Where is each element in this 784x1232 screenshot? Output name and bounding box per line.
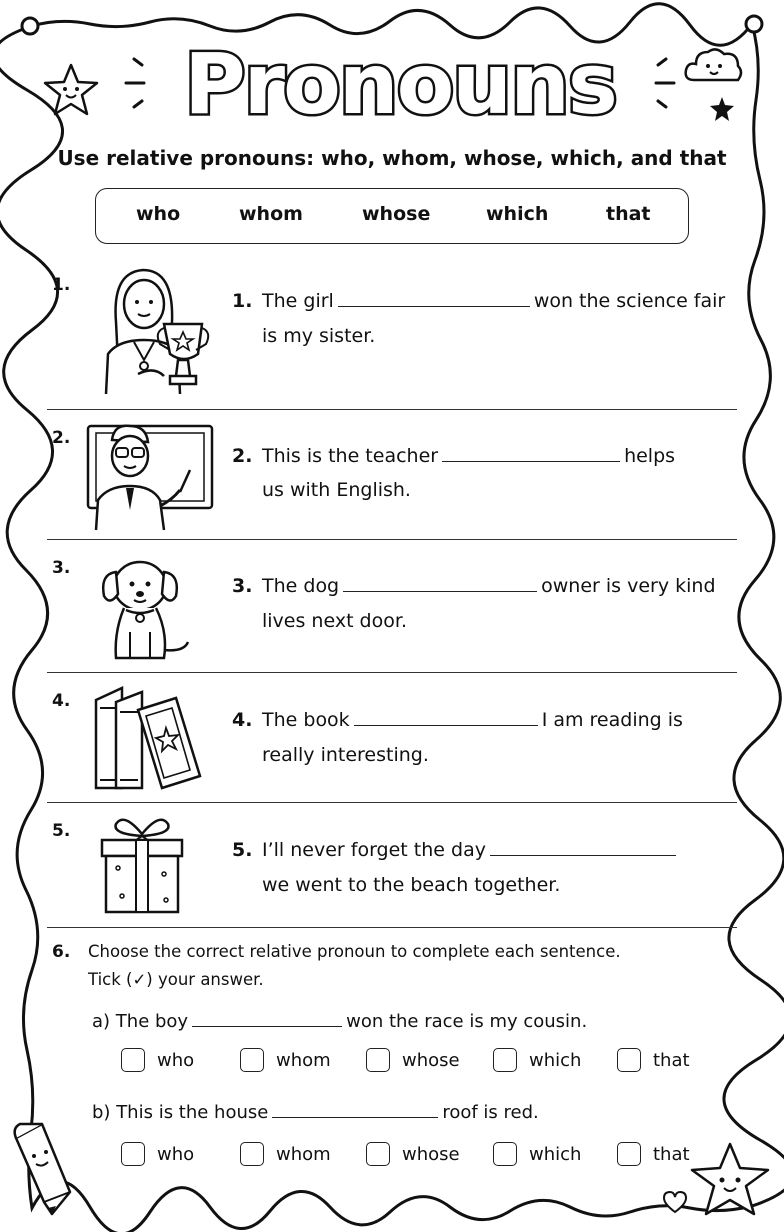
task6-sentence-a: a) The boy won the race is my cousin. — [92, 1011, 588, 1032]
checkbox[interactable] — [240, 1142, 264, 1166]
checkbox[interactable] — [493, 1048, 517, 1072]
option-which-a[interactable] — [493, 1048, 581, 1072]
question-3-continuation: lives next door. — [262, 610, 407, 632]
question-1: 1. The girl won the science fair — [232, 290, 726, 312]
section-divider — [47, 539, 737, 540]
checkbox[interactable] — [617, 1142, 641, 1166]
word-bank-item: who — [136, 203, 181, 225]
heart-icon — [662, 1190, 688, 1214]
answer-blank[interactable] — [490, 837, 676, 856]
answer-blank[interactable] — [343, 573, 537, 592]
section-divider — [47, 409, 737, 410]
option-label: who — [157, 1143, 195, 1165]
option-label: that — [653, 1143, 690, 1165]
question-3: 3. The dog owner is very kind — [232, 575, 716, 597]
word-bank-item: which — [486, 203, 549, 225]
item-number: 5. — [52, 821, 71, 841]
answer-blank[interactable] — [442, 443, 620, 462]
answer-blank[interactable] — [354, 707, 538, 726]
checkbox[interactable] — [121, 1142, 145, 1166]
option-label: whose — [402, 1049, 460, 1071]
task6-instruction-tick: Tick (✓) your answer. — [88, 970, 264, 989]
instruction-text: Use relative pronouns: who, whom, whose, which, and that — [57, 146, 727, 170]
star-icon — [686, 1140, 774, 1220]
option-whom-a[interactable] — [240, 1048, 331, 1072]
task6-instruction: Choose the correct relative pronoun to complete each sentence. — [88, 942, 621, 961]
option-who-a[interactable] — [121, 1048, 194, 1072]
girl-with-trophy-picture — [98, 262, 218, 396]
question-5-continuation: we went to the beach together. — [262, 874, 561, 896]
cloud-icon — [682, 44, 746, 86]
question-2-continuation: us with English. — [262, 479, 411, 501]
question-1-continuation: is my sister. — [262, 325, 376, 347]
option-whom-b[interactable] — [240, 1142, 331, 1166]
answer-blank[interactable] — [272, 1101, 438, 1118]
checkbox[interactable] — [366, 1048, 390, 1072]
section-divider — [47, 927, 737, 928]
option-label: whom — [276, 1143, 331, 1165]
word-bank-item: whose — [362, 203, 431, 225]
answer-blank[interactable] — [338, 288, 530, 307]
option-label: whom — [276, 1049, 331, 1071]
section-divider — [47, 802, 737, 803]
word-bank — [95, 188, 689, 244]
option-label: which — [529, 1143, 582, 1165]
sparkle-icon — [120, 55, 150, 115]
checkbox[interactable] — [121, 1048, 145, 1072]
option-that-b[interactable] — [617, 1142, 690, 1166]
checkbox[interactable] — [366, 1142, 390, 1166]
item-number: 4. — [52, 691, 71, 711]
option-which-b[interactable] — [493, 1142, 581, 1166]
answer-blank[interactable] — [192, 1010, 342, 1027]
word-bank-item: whom — [239, 203, 303, 225]
teacher-at-board-picture — [86, 420, 216, 532]
question-4: 4. The book I am reading is — [232, 709, 683, 731]
svg-text:Pronouns: Pronouns — [184, 35, 616, 133]
dog-picture — [100, 552, 192, 664]
question-5: 5. I’ll never forget the day — [232, 837, 680, 861]
gift-box-picture — [98, 812, 186, 916]
books-picture — [92, 684, 204, 792]
checkbox[interactable] — [493, 1142, 517, 1166]
star-icon — [708, 96, 736, 122]
option-label: that — [653, 1049, 690, 1071]
checkbox[interactable] — [240, 1048, 264, 1072]
word-bank-item: that — [606, 203, 651, 225]
checkbox[interactable] — [617, 1048, 641, 1072]
item-number: 3. — [52, 558, 71, 578]
sparkle-icon — [650, 55, 680, 115]
item-number: 1. — [52, 275, 71, 295]
option-label: who — [157, 1049, 195, 1071]
option-label: whose — [402, 1143, 460, 1165]
question-4-continuation: really interesting. — [262, 744, 429, 766]
question-2: 2. This is the teacher helps — [232, 445, 676, 467]
task6-sentence-b: b) This is the house roof is red. — [92, 1102, 539, 1123]
option-whose-a[interactable] — [366, 1048, 460, 1072]
item-number: 2. — [52, 428, 71, 448]
option-label: which — [529, 1049, 582, 1071]
option-who-b[interactable] — [121, 1142, 194, 1166]
option-whose-b[interactable] — [366, 1142, 460, 1166]
section-divider — [47, 672, 737, 673]
worksheet-title — [150, 28, 650, 138]
star-icon — [40, 62, 102, 118]
item-number: 6. — [52, 942, 71, 962]
option-that-a[interactable] — [617, 1048, 690, 1072]
pencil-icon — [8, 1118, 74, 1218]
